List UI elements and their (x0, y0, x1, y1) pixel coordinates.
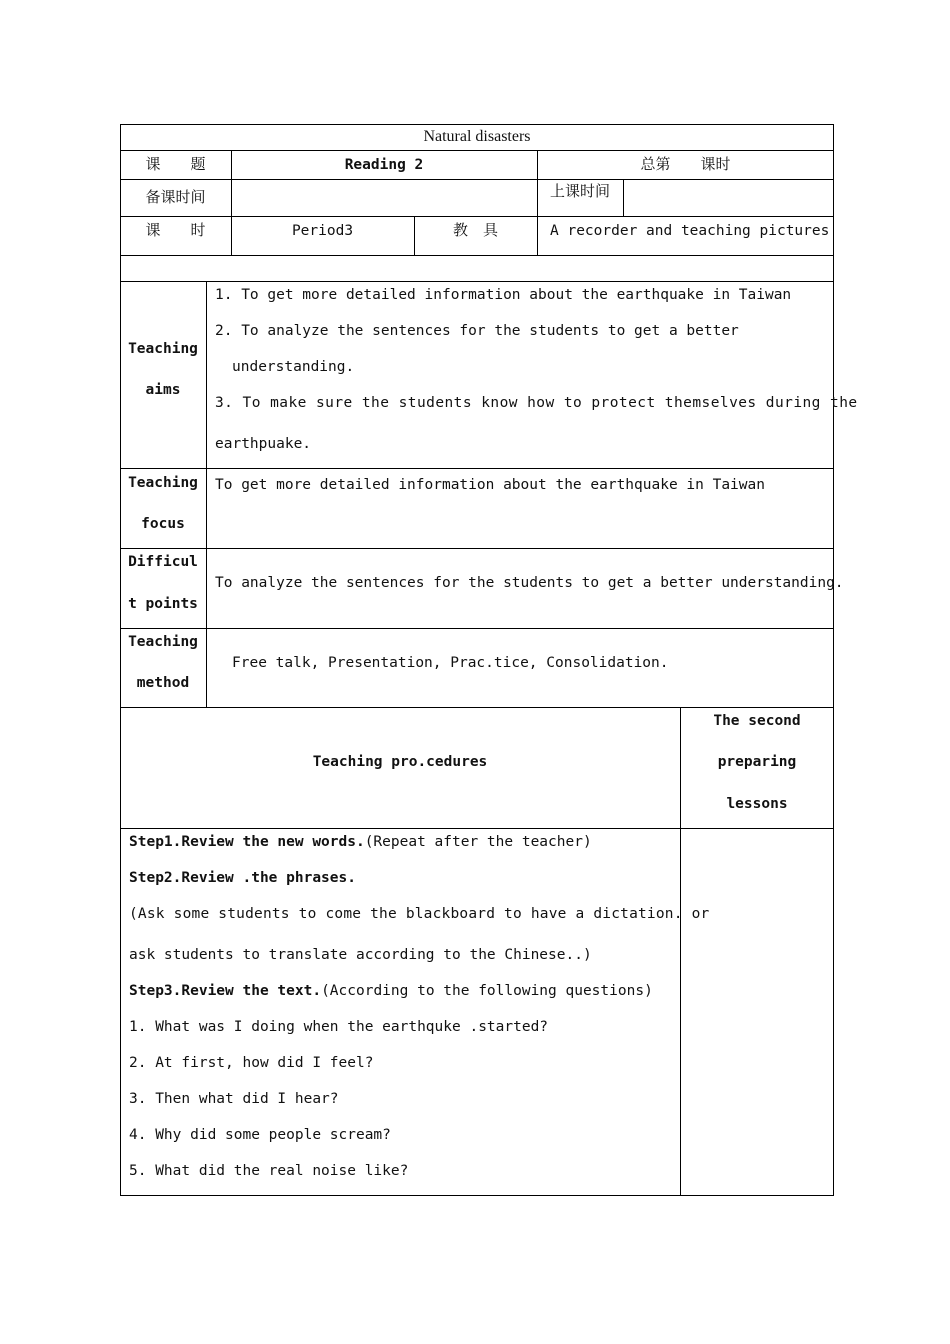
aims-label-line2: aims (145, 382, 181, 398)
step1-heading: Step1.Review the new words. (129, 834, 365, 850)
aims-item: 3. To make sure the students know how to protect themselves during the (215, 395, 858, 411)
table-border-left (120, 124, 121, 1196)
table-border-top (120, 124, 834, 125)
focus-text: To get more detailed information about the earthquake in Taiwan (215, 477, 765, 493)
focus-label-line1: Teaching (128, 475, 198, 491)
second-prep-line3: lessons (726, 796, 788, 812)
method-text: Free talk, Presentation, Prac.tice, Consolidation. (232, 655, 669, 671)
difficult-label-line2: t points (128, 596, 198, 612)
total-periods-label: 总第 课时 (640, 155, 731, 173)
question-item: 2. At first, how did I feel? (129, 1055, 374, 1071)
teaching-aids-value: A recorder and teaching pictures (550, 223, 830, 239)
row-divider (120, 628, 834, 629)
row-divider (120, 255, 834, 256)
focus-label-line2: focus (141, 516, 185, 532)
aims-label-line1: Teaching (128, 341, 198, 357)
step1-note: (Repeat after the teacher) (364, 834, 592, 850)
column-divider (623, 179, 624, 217)
aims-item: 2. To analyze the sentences for the students to get a better (215, 323, 739, 339)
second-prep-line2: preparing (717, 754, 797, 770)
column-divider (206, 281, 207, 708)
step3 (129, 982, 653, 1000)
step3-note: (According to the following questions) (321, 983, 653, 999)
aims-item: 1. To get more detailed information about the earthquake in Taiwan (215, 287, 792, 303)
question-item: 4. Why did some people scream? (129, 1127, 391, 1143)
difficult-text: To analyze the sentences for the students to get a better understanding. (215, 575, 844, 591)
method-label-line1: Teaching (128, 634, 198, 650)
table-border-bottom (120, 1195, 834, 1196)
question-item: 5. What did the real noise like? (129, 1163, 409, 1179)
page-title: Natural disasters (423, 128, 531, 145)
row-divider (120, 468, 834, 469)
step3-heading: Step3.Review the text. (129, 983, 322, 999)
class-time-label: 上课时间 (549, 182, 610, 200)
prep-time-label: 备课时间 (145, 188, 206, 206)
aims-item: understanding. (232, 359, 355, 375)
row-divider (120, 281, 834, 282)
method-label-line2: method (136, 675, 190, 691)
row-divider (120, 548, 834, 549)
question-item: 3. Then what did I hear? (129, 1091, 339, 1107)
row-divider (120, 828, 834, 829)
question-item: 1. What was I doing when the earthquke .started? (129, 1019, 549, 1035)
row-divider (120, 179, 834, 180)
step2-heading: Step2.Review .the phrases. (129, 870, 356, 886)
step2-note-line1: (Ask some students to come the blackboard to have a dictation. or (129, 906, 710, 922)
difficult-label-line1: Difficul (128, 554, 198, 570)
row-divider (120, 707, 834, 708)
teaching-aids-label: 教 具 (452, 221, 498, 239)
period-label: 课 时 (145, 221, 206, 239)
row-divider (120, 150, 834, 151)
aims-item: earthpuake. (215, 436, 312, 452)
second-prep-line1: The second (713, 713, 801, 729)
step1 (129, 833, 592, 851)
row-divider (120, 216, 834, 217)
column-divider (680, 707, 681, 1196)
period-value: Period3 (291, 223, 354, 239)
procedures-heading: Teaching pro.cedures (312, 754, 488, 770)
table-border-right (833, 124, 834, 1196)
lesson-value: Reading 2 (344, 157, 424, 173)
lesson-label: 课 题 (145, 155, 206, 173)
step2-note-line2: ask students to translate according to the Chinese..) (129, 947, 592, 963)
